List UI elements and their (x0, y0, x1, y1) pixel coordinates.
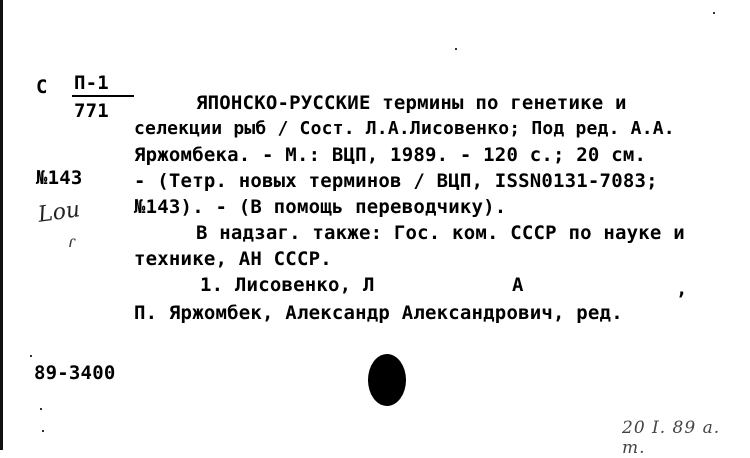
card-line-8a: 1. Лисовенко, Л (200, 274, 375, 296)
speck (40, 408, 42, 410)
call-letter: С (36, 76, 48, 98)
card-line-8b: А (512, 274, 524, 296)
card-line-4: - (Тетр. новых терминов / ВЦП, ISSN0131-7083; (134, 170, 658, 192)
call-number-bottom: 771 (74, 100, 109, 122)
card-line-5: №143). - (В помощь переводчику). (134, 196, 507, 218)
card-line-9: П. Яржомбек, Александр Александрович, ред. (134, 302, 623, 324)
handwritten-date: 20 I. 89 a. m. (622, 418, 721, 458)
series-number: №143 (36, 167, 83, 189)
handwritten-signature: Lou (36, 197, 82, 228)
handwritten-mark: ɾ (68, 232, 76, 251)
call-number-divider (72, 95, 134, 97)
speck (30, 355, 32, 357)
call-number-top: П-1 (74, 72, 109, 94)
accession-number: 89-3400 (34, 362, 116, 384)
speck (42, 430, 44, 432)
card-left-edge (0, 0, 3, 450)
card-line-2: селекции рыб / Сост. Л.А.Лисовенко; Под ред. А.А. (134, 118, 675, 139)
card-line-1: ЯПОНСКО-РУССКИЕ термины по генетике и (196, 92, 627, 114)
speck (713, 12, 715, 14)
speck (455, 48, 457, 50)
card-line-3: Яржомбека. - М.: ВЦП, 1989. - 120 с.; 20 см. (134, 144, 647, 166)
card-line-6: В надзаг. также: Гос. ком. СССР по науке и (196, 222, 685, 244)
card-line-7: технике, АН СССР. (134, 248, 332, 270)
ink-blot (368, 354, 406, 406)
card-line-8c: , (676, 278, 688, 300)
